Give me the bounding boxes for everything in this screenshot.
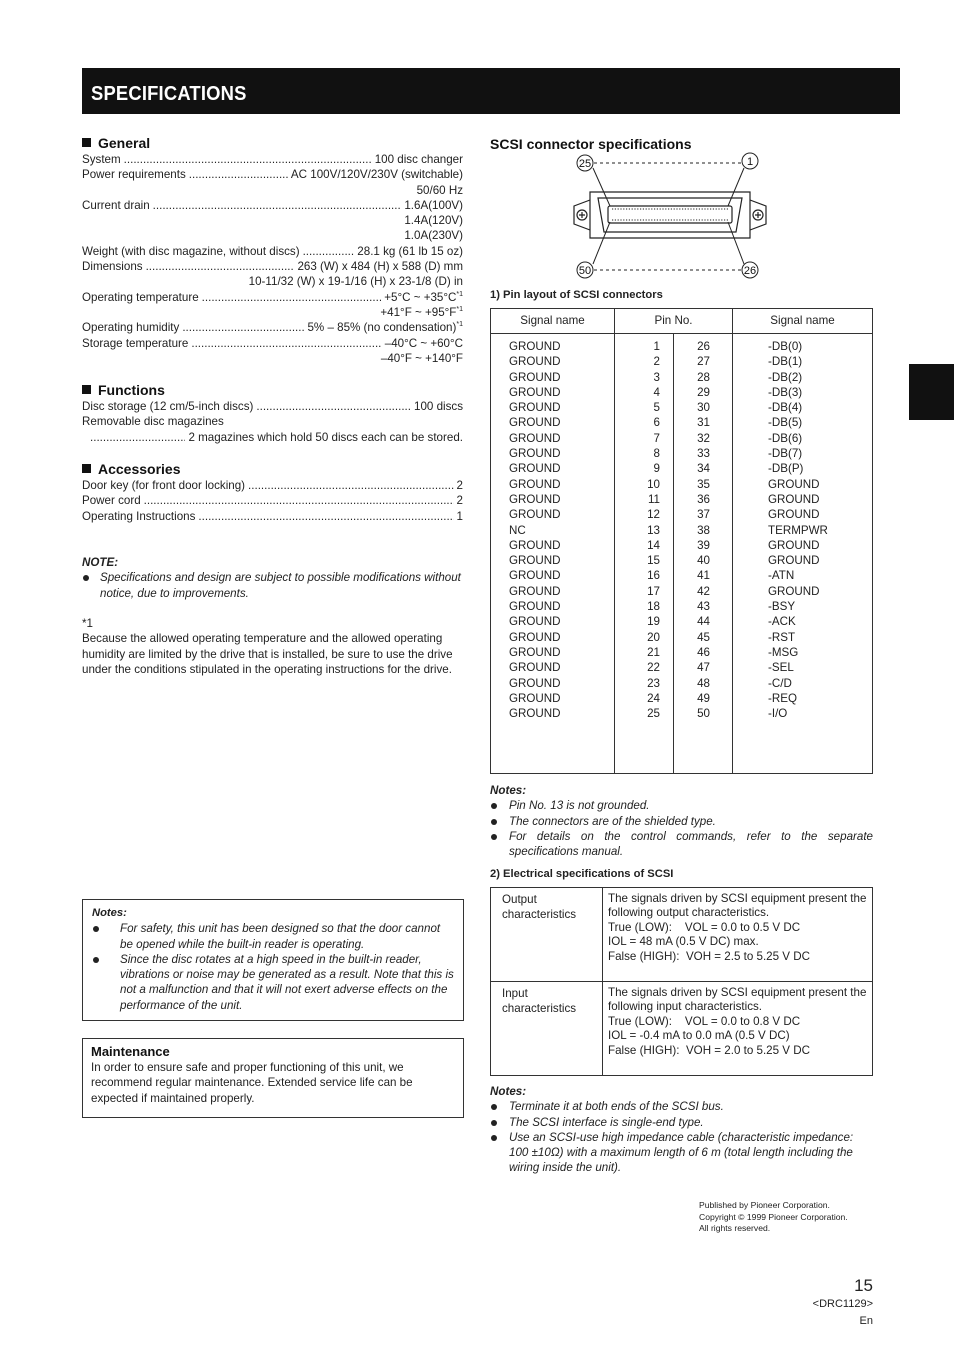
safety-note-item: For safety, this unit has been designed so that the door cannot be opened while the built-in reader is operating. [92, 921, 456, 952]
spec-row: Operating Instructions ..... 1 [82, 509, 463, 524]
spec-row: Storage temperature ..... –40°C ~ +60°C [82, 336, 463, 351]
table-body-row [491, 334, 873, 774]
maintenance-title: Maintenance [91, 1044, 170, 1059]
maintenance-box [82, 1038, 464, 1118]
spec-continuation: –40°F ~ +140°F [380, 351, 463, 365]
pin-label-25: 25 [578, 158, 592, 170]
general-heading: General [82, 135, 150, 152]
pin-label-circles [577, 153, 758, 278]
pin-column-a: 1 2 3 4 5 6 7 8 9 10 11 12 13 14 15 16 17 18 19 20 21 22 23 24 25 [647, 340, 660, 721]
scsi-heading: SCSI connector specifications [490, 136, 692, 152]
pin-layout-title: 1) Pin layout of SCSI connectors [490, 289, 663, 301]
publisher-line: Copyright © 1999 Pioneer Corporation. [699, 1211, 848, 1222]
safety-note-item: Since the disc rotates at a high speed in the built-in reader, vibrations or noise may be generated as a result. Note that this is not a malfunction and that it will not exert adverse effects on the performance of the unit. [92, 952, 456, 1013]
page-number: 15 [854, 1276, 873, 1295]
model-code: <DRC1129> [812, 1298, 873, 1310]
safety-notes-title: Notes: [92, 907, 127, 919]
spec-continuation: 10-11/32 (W) x 19-1/16 (H) x 23-1/8 (D) in [248, 275, 463, 289]
spec-row: Weight (with disc magazine, without discs) ..... 28.1 kg (61 lb 15 oz) [82, 244, 463, 259]
input-row [491, 982, 873, 1076]
table-header-row [491, 309, 873, 334]
bus-note-item: Terminate it at both ends of the SCSI bus. [490, 1099, 873, 1114]
connector-pins [612, 209, 728, 220]
spec-continuation: 1.4A(120V) [404, 214, 463, 228]
spec-row: System ..... 100 disc changer [82, 152, 463, 167]
electrical-title: 2) Electrical specifications of SCSI [490, 868, 674, 880]
spec-continuation: +41°F ~ $+95^\circ F^{*1}$ [380, 305, 463, 319]
pin-notes [490, 783, 873, 859]
spec-row: Power cord ..... 2 [82, 493, 463, 508]
accessories-heading: Accessories [82, 461, 181, 478]
spec-continuation: 1.0A(230V) [404, 229, 463, 243]
pin-column-b: 26 27 28 29 30 31 32 33 34 35 36 37 38 39 40 41 42 43 44 45 46 47 48 49 50 [697, 340, 710, 721]
right-signal-column: -DB(0) -DB(1) -DB(2) -DB(3) -DB(4) -DB(5) -DB(6) -DB(7) -DB(P) GROUND GROUND GROUND TERMPWR GROUND GROUND -ATN GROUND -BSY -ACK -RST -MSG -SEL -C/D -REQ -I/O [768, 340, 828, 721]
general-specs [82, 152, 463, 366]
footnote [82, 616, 464, 677]
column-header: Signal name [491, 309, 615, 334]
output-row [491, 888, 873, 982]
spec-row: Operating humidity ..... 5% – 85% (no condensation)$^{*1}$ [82, 320, 463, 335]
functions-specs [82, 399, 463, 445]
column-header: Pin No. [615, 309, 733, 334]
spec-label: Removable disc magazines [82, 415, 224, 429]
pin-label-26: 26 [743, 265, 757, 277]
pin-label-1: 1 [746, 156, 754, 168]
note-block [82, 555, 464, 601]
title-bar [82, 68, 900, 114]
pin-label-50: 50 [578, 265, 592, 277]
accessories-specs [82, 478, 463, 524]
spec-row: Power requirements ..... AC 100V/120V/230V (switchable) [82, 167, 463, 182]
input-text: The signals driven by SCSI equipment present the following input characteristics. True (LOW): VOL = 0.0 to 0.8 V DC IOL = -0.4 mA to 0.0 mA (0.5 V DC) False (HIGH): VOH = 2.0 to 5.25 V DC [608, 986, 867, 1057]
bus-note-item: Use an SCSI-use high impedance cable (characteristic impedance: 100 ±10Ω) with a maximum length of 6 m (total length including the wiring inside the unit). [490, 1130, 873, 1176]
electrical-table [490, 887, 873, 1076]
language-code: En [859, 1315, 873, 1327]
page-title: SPECIFICATIONS [91, 83, 247, 105]
leader-lines [593, 163, 744, 270]
pin-note-item: For details on the control commands, refer to the separate specifications manual. [490, 829, 873, 860]
bus-notes-title: Notes: [490, 1085, 527, 1098]
pin-note-item: The connectors are of the shielded type. [490, 814, 873, 829]
maintenance-text: In order to ensure safe and proper functioning of this unit, we recommend regular maintenance. Extended service life can be expected if maintained properly. [91, 1061, 413, 1105]
safety-notes-box [82, 899, 464, 1021]
spec-row: Current drain ..... 1.6A(100V) [82, 198, 463, 213]
pin-layout-table [490, 308, 873, 774]
column-header: Signal name [733, 309, 873, 334]
publisher-line: Published by Pioneer Corporation. [699, 1200, 830, 1210]
spec-row: Operating temperature ..... +5°C ~ $+35^\circ C^{*1}$ [82, 290, 463, 305]
spec-continuation: 50/60 Hz [416, 183, 463, 197]
note-title: NOTE: [82, 556, 119, 569]
footnote-mark: *1 [82, 617, 93, 630]
footnote-text: Because the allowed operating temperature and the allowed operating humidity are limited by the drive that is installed, be sure to use the drive under the conditions stipulated in the operating instructions for the drive. [82, 632, 453, 676]
left-signal-column: GROUND GROUND GROUND GROUND GROUND GROUND GROUND GROUND GROUND GROUND GROUND GROUND NC GROUND GROUND GROUND GROUND GROUND GROUND GROUND GROUND GROUND GROUND GROUND GROUND [509, 340, 561, 721]
publisher-line: All rights reserved. [699, 1223, 771, 1233]
page-footer [753, 1276, 873, 1330]
input-label: Input characteristics [502, 987, 577, 1016]
connector-body [574, 192, 766, 238]
output-label: Output characteristics [502, 893, 577, 922]
note-item: Specifications and design are subject to possible modifications without notice, due to improvements. [82, 570, 464, 601]
output-text: The signals driven by SCSI equipment present the following output characteristics. True (LOW): VOL = 0.0 to 0.5 V DC IOL = 48 mA (0.5 V DC) max. False (HIGH): VOH = 2.5 to 5.25 V DC [608, 892, 867, 963]
scsi-connector-diagram [560, 150, 780, 280]
pin-note-item: Pin No. 13 is not grounded. [490, 798, 873, 813]
functions-heading: Functions [82, 382, 165, 399]
section-tab [909, 364, 954, 420]
bus-note-item: The SCSI interface is single-end type. [490, 1115, 873, 1130]
bus-notes [490, 1084, 873, 1176]
spec-row: Door key (for front door locking) ..... 2 [82, 478, 463, 493]
pin-notes-title: Notes: [490, 784, 527, 797]
publisher-info [699, 1200, 848, 1235]
spec-row: Dimensions ..... 263 (W) x 484 (H) x 588 (D) mm [82, 259, 463, 274]
spec-row: ..... 2 magazines which hold 50 discs each can be stored. [82, 430, 463, 445]
spec-row: Disc storage (12 cm/5-inch discs) ..... 100 discs [82, 399, 463, 414]
